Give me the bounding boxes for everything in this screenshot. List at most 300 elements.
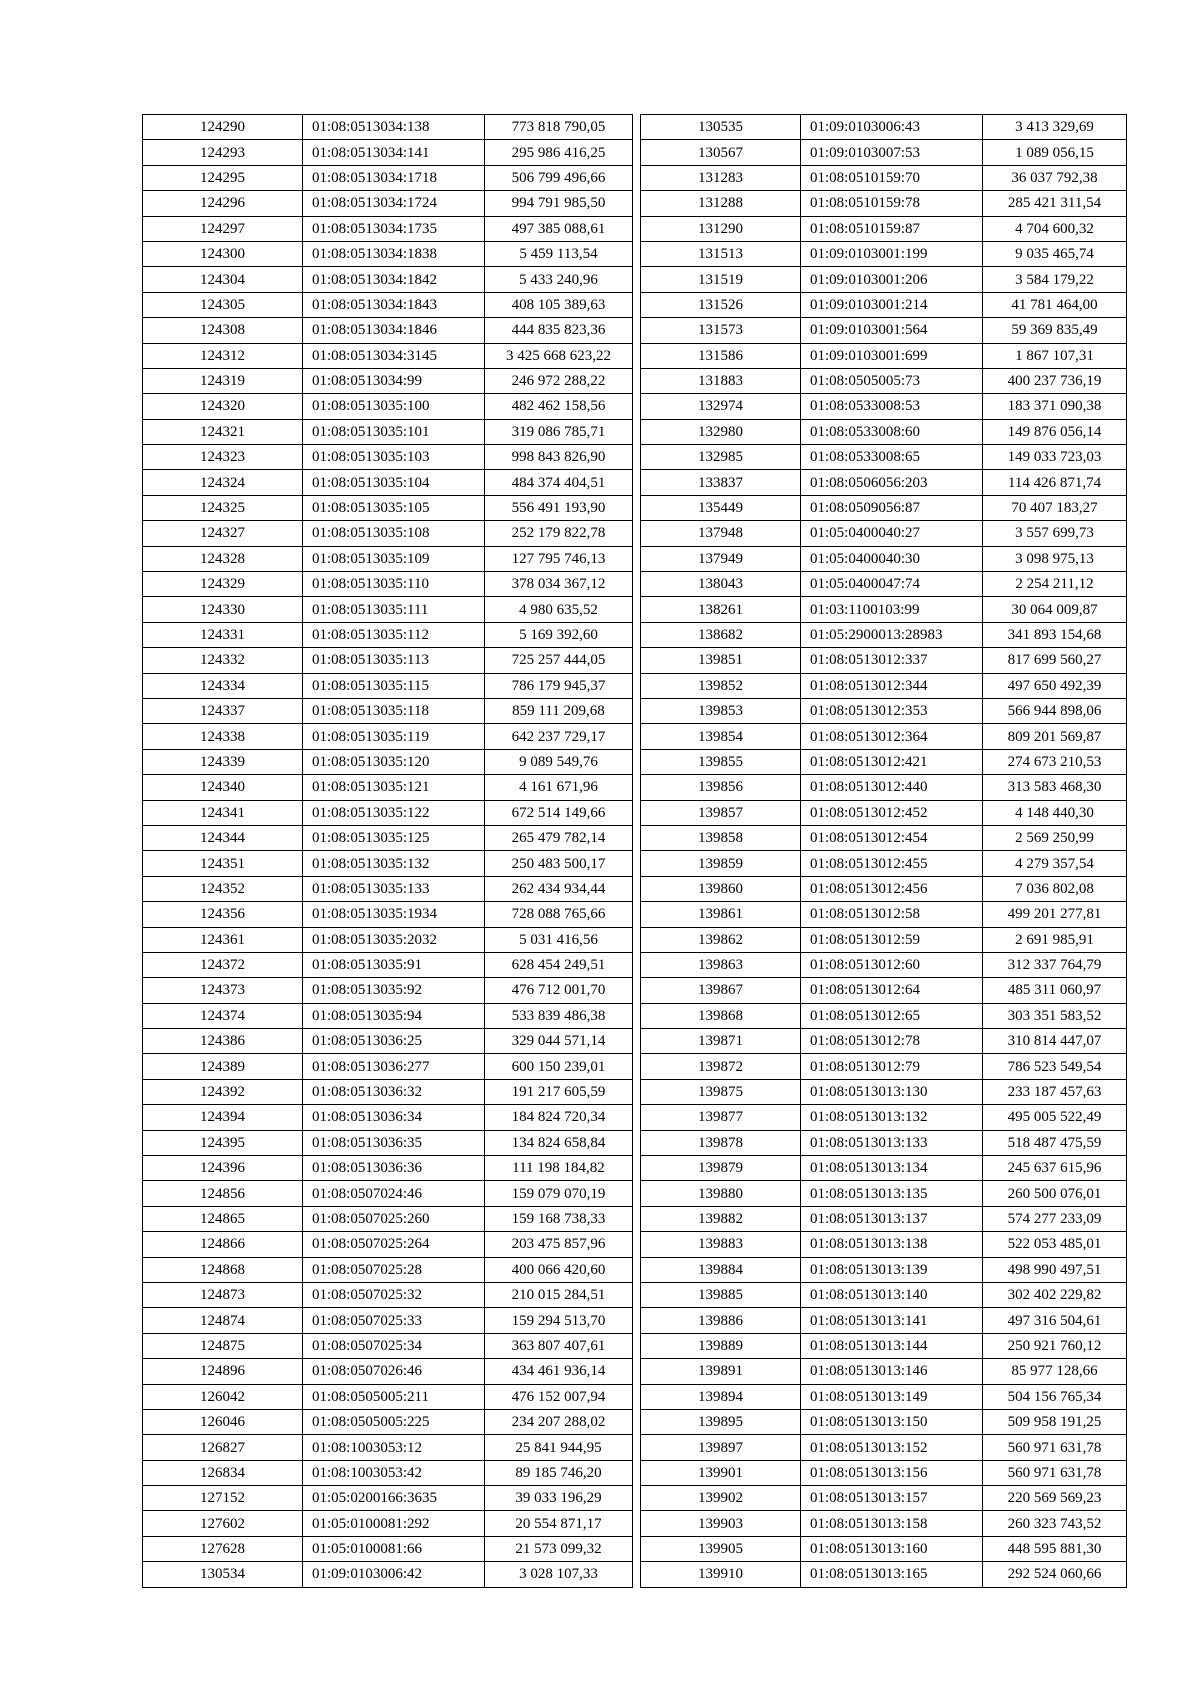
cadastral-value-cell: 149 033 723,03: [983, 445, 1127, 470]
cadastral-number-cell: 01:09:0103001:206: [801, 267, 983, 292]
cadastral-number-cell: 01:08:0513013:139: [801, 1257, 983, 1282]
row-number-cell: 139905: [641, 1536, 801, 1561]
row-number-cell: 126042: [143, 1384, 303, 1409]
cadastral-number-cell: 01:08:0513035:101: [303, 419, 485, 444]
row-number-cell: 139879: [641, 1156, 801, 1181]
table-row: [641, 394, 1127, 419]
cadastral-value-cell: 400 237 736,19: [983, 368, 1127, 393]
table-row: [641, 597, 1127, 622]
row-number-cell: 124361: [143, 927, 303, 952]
row-number-cell: 124856: [143, 1181, 303, 1206]
cadastral-number-cell: 01:08:0513035:91: [303, 952, 485, 977]
cadastral-value-cell: 7 036 802,08: [983, 876, 1127, 901]
row-number-cell: 124325: [143, 495, 303, 520]
cadastral-value-cell: 642 237 729,17: [485, 724, 633, 749]
table-row: [143, 1029, 633, 1054]
table-row: [143, 267, 633, 292]
cadastral-number-cell: 01:08:0513013:165: [801, 1562, 983, 1587]
row-number-cell: 124332: [143, 648, 303, 673]
cadastral-number-cell: 01:08:0507025:32: [303, 1282, 485, 1307]
cadastral-number-cell: 01:08:0513034:138: [303, 115, 485, 140]
cadastral-number-cell: 01:09:0103006:42: [303, 1562, 485, 1587]
table-row: [641, 470, 1127, 495]
cadastral-number-cell: 01:08:0513034:1724: [303, 191, 485, 216]
cadastral-value-cell: 518 487 475,59: [983, 1130, 1127, 1155]
cadastral-number-cell: 01:08:0513034:1846: [303, 318, 485, 343]
cadastral-number-cell: 01:08:0505005:211: [303, 1384, 485, 1409]
cadastral-value-cell: 292 524 060,66: [983, 1562, 1127, 1587]
table-row: [143, 1003, 633, 1028]
row-number-cell: 124373: [143, 978, 303, 1003]
table-row: [143, 1536, 633, 1561]
table-row: [143, 495, 633, 520]
cadastral-value-cell: 408 105 389,63: [485, 292, 633, 317]
cadastral-value-cell: 127 795 746,13: [485, 546, 633, 571]
table-row: [641, 216, 1127, 241]
cadastral-number-cell: 01:09:0103001:564: [801, 318, 983, 343]
cadastral-number-cell: 01:08:0507025:33: [303, 1308, 485, 1333]
table-row: [641, 775, 1127, 800]
table-row: [143, 1562, 633, 1587]
cadastral-value-cell: 363 807 407,61: [485, 1333, 633, 1358]
table-row: [641, 165, 1127, 190]
cadastral-number-cell: 01:08:0513035:132: [303, 851, 485, 876]
table-row: [143, 597, 633, 622]
cadastral-value-cell: 1 089 056,15: [983, 140, 1127, 165]
row-number-cell: 124394: [143, 1105, 303, 1130]
cadastral-number-cell: 01:05:0100081:66: [303, 1536, 485, 1561]
cadastral-number-cell: 01:08:0513035:94: [303, 1003, 485, 1028]
row-number-cell: 124324: [143, 470, 303, 495]
cadastral-value-cell: 444 835 823,36: [485, 318, 633, 343]
row-number-cell: 139894: [641, 1384, 801, 1409]
table-row: [143, 1079, 633, 1104]
row-number-cell: 139901: [641, 1460, 801, 1485]
cadastral-value-cell: 4 161 671,96: [485, 775, 633, 800]
cadastral-value-cell: 482 462 158,56: [485, 394, 633, 419]
cadastral-value-cell: 203 475 857,96: [485, 1232, 633, 1257]
row-number-cell: 124304: [143, 267, 303, 292]
row-number-cell: 124320: [143, 394, 303, 419]
cadastral-value-cell: 25 841 944,95: [485, 1435, 633, 1460]
cadastral-value-cell: 250 921 760,12: [983, 1333, 1127, 1358]
cadastral-value-cell: 234 207 288,02: [485, 1409, 633, 1434]
row-number-cell: 137949: [641, 546, 801, 571]
row-number-cell: 131288: [641, 191, 801, 216]
cadastral-number-cell: 01:05:2900013:28983: [801, 622, 983, 647]
cadastral-value-cell: 499 201 277,81: [983, 902, 1127, 927]
cadastral-number-cell: 01:03:1100103:99: [801, 597, 983, 622]
table-row: [143, 115, 633, 140]
cadastral-number-cell: 01:08:0513034:141: [303, 140, 485, 165]
cadastral-number-cell: 01:08:0513013:150: [801, 1409, 983, 1434]
cadastral-value-cell: 522 053 485,01: [983, 1232, 1127, 1257]
table-row: [641, 419, 1127, 444]
cadastral-number-cell: 01:08:0513012:454: [801, 825, 983, 850]
cadastral-number-cell: 01:08:0513036:32: [303, 1079, 485, 1104]
cadastral-value-cell: 21 573 099,32: [485, 1536, 633, 1561]
row-number-cell: 124340: [143, 775, 303, 800]
cadastral-number-cell: 01:08:0513013:156: [801, 1460, 983, 1485]
cadastral-number-cell: 01:08:0513013:144: [801, 1333, 983, 1358]
cadastral-value-cell: 9 089 549,76: [485, 749, 633, 774]
row-number-cell: 139883: [641, 1232, 801, 1257]
table-row: [143, 1105, 633, 1130]
cadastral-value-cell: 2 691 985,91: [983, 927, 1127, 952]
row-number-cell: 133837: [641, 470, 801, 495]
row-number-cell: 139853: [641, 698, 801, 723]
cadastral-number-cell: 01:08:0513035:105: [303, 495, 485, 520]
row-number-cell: 130534: [143, 1562, 303, 1587]
cadastral-value-cell: 310 814 447,07: [983, 1029, 1127, 1054]
cadastral-number-cell: 01:08:0533008:60: [801, 419, 983, 444]
table-row: [641, 851, 1127, 876]
table-row: [641, 445, 1127, 470]
cadastral-number-cell: 01:08:0513035:2032: [303, 927, 485, 952]
table-row: [143, 724, 633, 749]
row-number-cell: 124334: [143, 673, 303, 698]
cadastral-value-cell: 262 434 934,44: [485, 876, 633, 901]
cadastral-value-cell: 319 086 785,71: [485, 419, 633, 444]
cadastral-value-cell: 5 459 113,54: [485, 241, 633, 266]
row-number-cell: 127602: [143, 1511, 303, 1536]
table-row: [143, 1384, 633, 1409]
row-number-cell: 131586: [641, 343, 801, 368]
table-row: [143, 1130, 633, 1155]
row-number-cell: 132974: [641, 394, 801, 419]
table-row: [143, 216, 633, 241]
row-number-cell: 124396: [143, 1156, 303, 1181]
cadastral-number-cell: 01:08:0513035:118: [303, 698, 485, 723]
row-number-cell: 139889: [641, 1333, 801, 1358]
cadastral-value-cell: 246 972 288,22: [485, 368, 633, 393]
cadastral-number-cell: 01:08:0507025:264: [303, 1232, 485, 1257]
cadastral-value-cell: 4 148 440,30: [983, 800, 1127, 825]
row-number-cell: 131573: [641, 318, 801, 343]
cadastral-value-cell: 111 198 184,82: [485, 1156, 633, 1181]
cadastral-number-cell: 01:08:0513012:337: [801, 648, 983, 673]
row-number-cell: 124868: [143, 1257, 303, 1282]
table-row: [641, 241, 1127, 266]
table-row: [143, 1257, 633, 1282]
table-row: [641, 1181, 1127, 1206]
cadastral-number-cell: 01:08:0513036:34: [303, 1105, 485, 1130]
cadastral-number-cell: 01:09:0103001:214: [801, 292, 983, 317]
row-number-cell: 124374: [143, 1003, 303, 1028]
row-number-cell: 127152: [143, 1486, 303, 1511]
cadastral-number-cell: 01:08:0513012:456: [801, 876, 983, 901]
row-number-cell: 131883: [641, 368, 801, 393]
table-row: [143, 165, 633, 190]
row-number-cell: 139855: [641, 749, 801, 774]
table-row: [143, 952, 633, 977]
cadastral-value-cell: 341 893 154,68: [983, 622, 1127, 647]
row-number-cell: 139858: [641, 825, 801, 850]
row-number-cell: 124293: [143, 140, 303, 165]
cadastral-value-cell: 183 371 090,38: [983, 394, 1127, 419]
row-number-cell: 124339: [143, 749, 303, 774]
table-row: [641, 1308, 1127, 1333]
table-row: [143, 1511, 633, 1536]
table-row: [143, 1206, 633, 1231]
row-number-cell: 132985: [641, 445, 801, 470]
cadastral-number-cell: 01:08:0507025:260: [303, 1206, 485, 1231]
cadastral-number-cell: 01:08:0513013:158: [801, 1511, 983, 1536]
row-number-cell: 139877: [641, 1105, 801, 1130]
table-row: [143, 673, 633, 698]
table-row: [143, 1181, 633, 1206]
cadastral-value-cell: 484 374 404,51: [485, 470, 633, 495]
row-number-cell: 126827: [143, 1435, 303, 1460]
cadastral-number-cell: 01:08:1003053:42: [303, 1460, 485, 1485]
cadastral-value-cell: 149 876 056,14: [983, 419, 1127, 444]
row-number-cell: 124312: [143, 343, 303, 368]
document-tables: [142, 114, 1126, 1584]
cadastral-value-cell: 672 514 149,66: [485, 800, 633, 825]
cadastral-value-cell: 725 257 444,05: [485, 648, 633, 673]
cadastral-number-cell: 01:05:0400040:27: [801, 521, 983, 546]
table-row: [641, 749, 1127, 774]
cadastral-number-cell: 01:08:0513013:137: [801, 1206, 983, 1231]
cadastral-number-cell: 01:08:0513012:58: [801, 902, 983, 927]
row-number-cell: 124305: [143, 292, 303, 317]
cadastral-value-cell: 3 028 107,33: [485, 1562, 633, 1587]
row-number-cell: 139878: [641, 1130, 801, 1155]
cadastral-value-cell: 114 426 871,74: [983, 470, 1127, 495]
cadastral-value-cell: 2 569 250,99: [983, 825, 1127, 850]
cadastral-value-cell: 39 033 196,29: [485, 1486, 633, 1511]
cadastral-number-cell: 01:08:0505005:73: [801, 368, 983, 393]
row-number-cell: 124331: [143, 622, 303, 647]
row-number-cell: 139860: [641, 876, 801, 901]
row-number-cell: 139857: [641, 800, 801, 825]
table-row: [641, 1156, 1127, 1181]
table-row: [641, 927, 1127, 952]
row-number-cell: 124328: [143, 546, 303, 571]
table-row: [143, 622, 633, 647]
cadastral-number-cell: 01:08:0513013:157: [801, 1486, 983, 1511]
table-row: [143, 419, 633, 444]
row-number-cell: 131283: [641, 165, 801, 190]
cadastral-value-cell: 509 958 191,25: [983, 1409, 1127, 1434]
row-number-cell: 124873: [143, 1282, 303, 1307]
cadastral-value-cell: 5 031 416,56: [485, 927, 633, 952]
cadastral-value-cell: 302 402 229,82: [983, 1282, 1127, 1307]
table-row: [641, 546, 1127, 571]
cadastral-number-cell: 01:08:0507025:34: [303, 1333, 485, 1358]
cadastral-number-cell: 01:08:0533008:53: [801, 394, 983, 419]
cadastral-value-cell: 504 156 765,34: [983, 1384, 1127, 1409]
cadastral-value-cell: 9 035 465,74: [983, 241, 1127, 266]
cadastral-number-cell: 01:08:0513013:130: [801, 1079, 983, 1104]
table-row: [143, 470, 633, 495]
table-row: [143, 1409, 633, 1434]
row-number-cell: 124330: [143, 597, 303, 622]
row-number-cell: 124875: [143, 1333, 303, 1358]
cadastral-value-cell: 245 637 615,96: [983, 1156, 1127, 1181]
cadastral-value-cell: 448 595 881,30: [983, 1536, 1127, 1561]
cadastral-value-cell: 994 791 985,50: [485, 191, 633, 216]
cadastral-number-cell: 01:08:0513012:79: [801, 1054, 983, 1079]
cadastral-number-cell: 01:08:0513034:1718: [303, 165, 485, 190]
cadastral-value-cell: 998 843 826,90: [485, 445, 633, 470]
cadastral-value-cell: 210 015 284,51: [485, 1282, 633, 1307]
cadastral-number-cell: 01:08:0513036:277: [303, 1054, 485, 1079]
cadastral-value-cell: 574 277 233,09: [983, 1206, 1127, 1231]
table-row: [641, 673, 1127, 698]
cadastral-value-cell: 1 867 107,31: [983, 343, 1127, 368]
table-row: [641, 1435, 1127, 1460]
cadastral-number-cell: 01:08:0513035:113: [303, 648, 485, 673]
table-row: [641, 800, 1127, 825]
table-row: [641, 1105, 1127, 1130]
cadastral-number-cell: 01:08:0513035:120: [303, 749, 485, 774]
row-number-cell: 124351: [143, 851, 303, 876]
table-row: [641, 1130, 1127, 1155]
table-row: [143, 241, 633, 266]
cadastral-number-cell: 01:08:0513012:353: [801, 698, 983, 723]
cadastral-number-cell: 01:08:0513013:149: [801, 1384, 983, 1409]
cadastral-number-cell: 01:08:0509056:87: [801, 495, 983, 520]
cadastral-value-cell: 3 425 668 623,22: [485, 343, 633, 368]
table-row: [641, 876, 1127, 901]
table-row: [143, 445, 633, 470]
cadastral-number-cell: 01:08:0513035:115: [303, 673, 485, 698]
cadastral-number-cell: 01:08:0513035:103: [303, 445, 485, 470]
row-number-cell: 124389: [143, 1054, 303, 1079]
cadastral-value-cell: 434 461 936,14: [485, 1359, 633, 1384]
cadastral-value-cell: 485 311 060,97: [983, 978, 1127, 1003]
table-row: [143, 1282, 633, 1307]
cadastral-number-cell: 01:08:0513012:364: [801, 724, 983, 749]
row-number-cell: 132980: [641, 419, 801, 444]
row-number-cell: 124372: [143, 952, 303, 977]
cadastral-value-cell: 497 385 088,61: [485, 216, 633, 241]
cadastral-number-cell: 01:08:0513035:112: [303, 622, 485, 647]
table-row: [143, 318, 633, 343]
row-number-cell: 139875: [641, 1079, 801, 1104]
cadastral-number-cell: 01:08:0513035:121: [303, 775, 485, 800]
table-row: [143, 140, 633, 165]
cadastral-value-cell: 5 169 392,60: [485, 622, 633, 647]
cadastral-number-cell: 01:08:0513035:119: [303, 724, 485, 749]
row-number-cell: 139903: [641, 1511, 801, 1536]
table-body-left: [143, 115, 633, 1588]
table-row: [143, 1486, 633, 1511]
row-number-cell: 124290: [143, 115, 303, 140]
cadastral-number-cell: 01:08:0513034:1843: [303, 292, 485, 317]
cadastral-value-cell: 3 098 975,13: [983, 546, 1127, 571]
table-row: [143, 394, 633, 419]
cadastral-value-cell: 400 066 420,60: [485, 1257, 633, 1282]
row-number-cell: 139891: [641, 1359, 801, 1384]
cadastral-value-cell: 36 037 792,38: [983, 165, 1127, 190]
cadastral-number-cell: 01:08:0507024:46: [303, 1181, 485, 1206]
cadastral-number-cell: 01:08:0513035:92: [303, 978, 485, 1003]
table-row: [143, 546, 633, 571]
cadastral-value-cell: 89 185 746,20: [485, 1460, 633, 1485]
cadastral-value-cell: 533 839 486,38: [485, 1003, 633, 1028]
table-row: [143, 572, 633, 597]
row-number-cell: 139902: [641, 1486, 801, 1511]
cadastral-value-cell: 3 584 179,22: [983, 267, 1127, 292]
table-row: [641, 140, 1127, 165]
cadastral-value-cell: 285 421 311,54: [983, 191, 1127, 216]
row-number-cell: 139854: [641, 724, 801, 749]
row-number-cell: 131290: [641, 216, 801, 241]
table-row: [143, 851, 633, 876]
cadastral-value-cell: 265 479 782,14: [485, 825, 633, 850]
cadastral-number-cell: 01:08:1003053:12: [303, 1435, 485, 1460]
cadastral-value-cell: 497 316 504,61: [983, 1308, 1127, 1333]
cadastral-value-cell: 295 986 416,25: [485, 140, 633, 165]
row-number-cell: 139851: [641, 648, 801, 673]
cadastral-number-cell: 01:08:0513035:122: [303, 800, 485, 825]
row-number-cell: 124395: [143, 1130, 303, 1155]
cadastral-value-cell: 600 150 239,01: [485, 1054, 633, 1079]
row-number-cell: 139880: [641, 1181, 801, 1206]
table-row: [641, 1206, 1127, 1231]
cadastral-number-cell: 01:09:0103007:53: [801, 140, 983, 165]
row-number-cell: 139861: [641, 902, 801, 927]
cadastral-number-cell: 01:08:0513012:440: [801, 775, 983, 800]
cadastral-value-cell: 506 799 496,66: [485, 165, 633, 190]
cadastral-value-cell: 134 824 658,84: [485, 1130, 633, 1155]
cadastral-value-cell: 476 712 001,70: [485, 978, 633, 1003]
cadastral-value-cell: 191 217 605,59: [485, 1079, 633, 1104]
row-number-cell: 124296: [143, 191, 303, 216]
table-row: [143, 775, 633, 800]
cadastral-value-cell: 30 064 009,87: [983, 597, 1127, 622]
table-row: [641, 1359, 1127, 1384]
cadastral-number-cell: 01:08:0507025:28: [303, 1257, 485, 1282]
cadastral-number-cell: 01:08:0513012:59: [801, 927, 983, 952]
cadastral-value-cell: 560 971 631,78: [983, 1460, 1127, 1485]
cadastral-number-cell: 01:08:0513012:452: [801, 800, 983, 825]
row-number-cell: 124308: [143, 318, 303, 343]
table-row: [143, 1308, 633, 1333]
table-row: [143, 521, 633, 546]
cadastral-value-cell: 817 699 560,27: [983, 648, 1127, 673]
table-row: [641, 1384, 1127, 1409]
cadastral-value-cell: 41 781 464,00: [983, 292, 1127, 317]
table-row: [641, 724, 1127, 749]
row-number-cell: 127628: [143, 1536, 303, 1561]
table-row: [143, 978, 633, 1003]
cadastral-number-cell: 01:08:0505005:225: [303, 1409, 485, 1434]
row-number-cell: 124319: [143, 368, 303, 393]
cadastral-number-cell: 01:08:0513034:3145: [303, 343, 485, 368]
table-row: [143, 1333, 633, 1358]
row-number-cell: 139863: [641, 952, 801, 977]
cadastral-number-cell: 01:05:0400047:74: [801, 572, 983, 597]
row-number-cell: 139910: [641, 1562, 801, 1587]
table-row: [641, 952, 1127, 977]
row-number-cell: 139862: [641, 927, 801, 952]
cadastral-number-cell: 01:08:0513036:25: [303, 1029, 485, 1054]
cadastral-value-cell: 378 034 367,12: [485, 572, 633, 597]
cadastral-value-cell: 159 294 513,70: [485, 1308, 633, 1333]
row-number-cell: 139895: [641, 1409, 801, 1434]
row-number-cell: 139882: [641, 1206, 801, 1231]
row-number-cell: 139852: [641, 673, 801, 698]
cadastral-number-cell: 01:08:0513012:60: [801, 952, 983, 977]
table-row: [641, 698, 1127, 723]
cadastral-number-cell: 01:08:0513034:99: [303, 368, 485, 393]
cadastral-value-cell: 260 323 743,52: [983, 1511, 1127, 1536]
row-number-cell: 124321: [143, 419, 303, 444]
cadastral-number-cell: 01:08:0513035:100: [303, 394, 485, 419]
